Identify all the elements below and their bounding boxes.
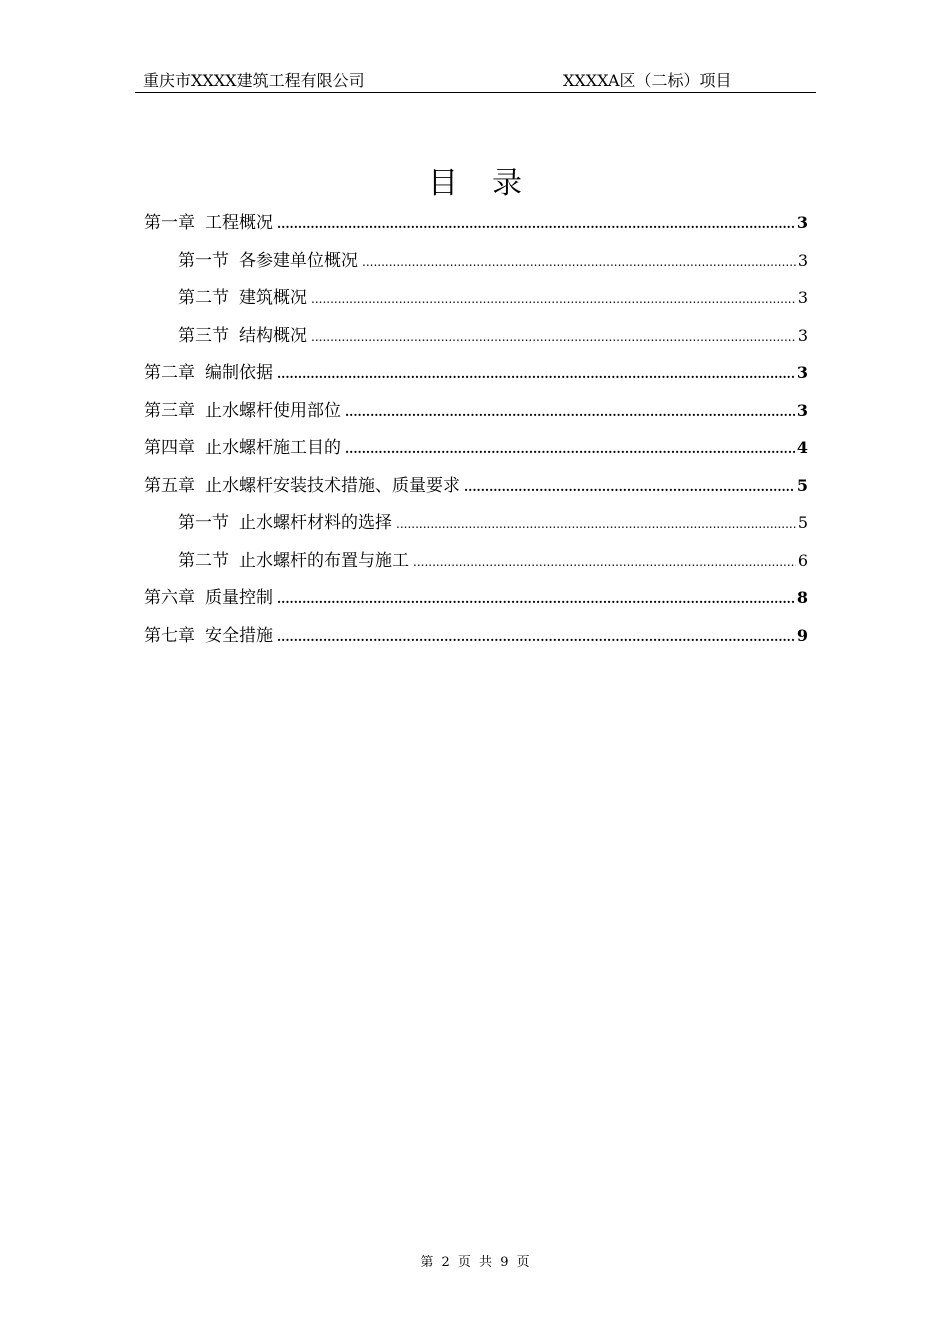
toc-entry-text: 止水螺杆材料的选择	[239, 513, 392, 533]
toc-entry-text: 结构概况	[239, 325, 307, 346]
toc-entry-page: 9	[796, 625, 808, 645]
toc-leader-dots	[277, 356, 795, 394]
toc-entry-page: 3	[796, 213, 808, 232]
toc-entry-number: 第二节	[178, 288, 229, 308]
toc-entry-page: 3	[797, 325, 808, 345]
toc-entry-page: 3	[797, 288, 808, 307]
toc-entry-section-5-2[interactable]	[144, 542, 808, 580]
toc-entry-number: 第一节	[178, 250, 229, 271]
toc-entry-text: 各参建单位概况	[239, 250, 358, 271]
toc-entry-page: 5	[796, 475, 808, 495]
toc-leader-dots	[277, 581, 795, 619]
toc-entry-text: 止水螺杆使用部位	[205, 400, 341, 421]
toc-entry-chapter-5[interactable]	[144, 467, 808, 505]
toc-entry-text: 止水螺杆施工目的	[205, 438, 341, 458]
toc-entry-number: 第五章	[144, 475, 195, 496]
toc-entry-text: 工程概况	[205, 213, 273, 233]
toc-entry-chapter-6[interactable]	[144, 579, 808, 617]
toc-entry-chapter-7[interactable]	[144, 617, 808, 655]
toc-entry-section-5-1[interactable]	[144, 504, 808, 542]
toc-entry-chapter-2[interactable]	[144, 354, 808, 392]
toc-entry-number: 第二节	[178, 550, 229, 571]
toc-entry-text: 建筑概况	[239, 288, 307, 308]
toc-entry-page: 5	[797, 513, 808, 532]
toc-entry-chapter-1[interactable]	[144, 204, 808, 242]
toc-entry-text: 止水螺杆安装技术措施、质量要求	[205, 475, 460, 496]
toc-entry-number: 第三章	[144, 400, 195, 421]
toc-leader-dots	[277, 206, 795, 244]
page-header	[135, 66, 816, 93]
toc-entry-section-1-1[interactable]	[144, 242, 808, 280]
toc-leader-dots	[311, 319, 796, 357]
toc-entry-chapter-4[interactable]	[144, 429, 808, 467]
toc-entry-text: 止水螺杆的布置与施工	[239, 550, 409, 571]
toc-entry-number: 第一章	[144, 213, 195, 233]
toc-leader-dots	[362, 244, 796, 282]
toc-entry-page: 3	[796, 400, 808, 420]
toc-entry-text: 安全措施	[205, 625, 273, 646]
toc-entry-number: 第二章	[144, 363, 195, 383]
page-footer: 第 2 页 共 9 页	[420, 1255, 530, 1270]
toc-leader-dots	[396, 506, 796, 544]
toc-entry-page: 8	[796, 588, 808, 607]
toc-leader-dots	[413, 544, 796, 582]
table-of-contents	[144, 204, 808, 654]
toc-leader-dots	[345, 431, 795, 469]
toc-leader-dots	[311, 281, 796, 319]
toc-entry-number: 第四章	[144, 438, 195, 458]
toc-entry-page: 4	[796, 438, 808, 457]
toc-entry-number: 第三节	[178, 325, 229, 346]
toc-leader-dots	[277, 619, 795, 657]
toc-entry-page: 6	[797, 550, 808, 570]
toc-entry-section-1-3[interactable]	[144, 317, 808, 355]
toc-entry-chapter-3[interactable]	[144, 392, 808, 430]
toc-entry-section-1-2[interactable]	[144, 279, 808, 317]
toc-entry-text: 质量控制	[205, 588, 273, 608]
toc-title: 目录	[428, 166, 556, 201]
toc-entry-number: 第六章	[144, 588, 195, 608]
toc-entry-text: 编制依据	[205, 363, 273, 383]
toc-entry-number: 第一节	[178, 513, 229, 533]
header-project: XXXXA区（二标）项目	[563, 71, 732, 90]
toc-leader-dots	[345, 394, 795, 432]
toc-entry-number: 第七章	[144, 625, 195, 646]
toc-entry-page: 3	[797, 250, 808, 270]
toc-entry-page: 3	[796, 363, 808, 382]
toc-leader-dots	[464, 469, 795, 507]
header-company: 重庆市XXXX建筑工程有限公司	[143, 71, 365, 90]
